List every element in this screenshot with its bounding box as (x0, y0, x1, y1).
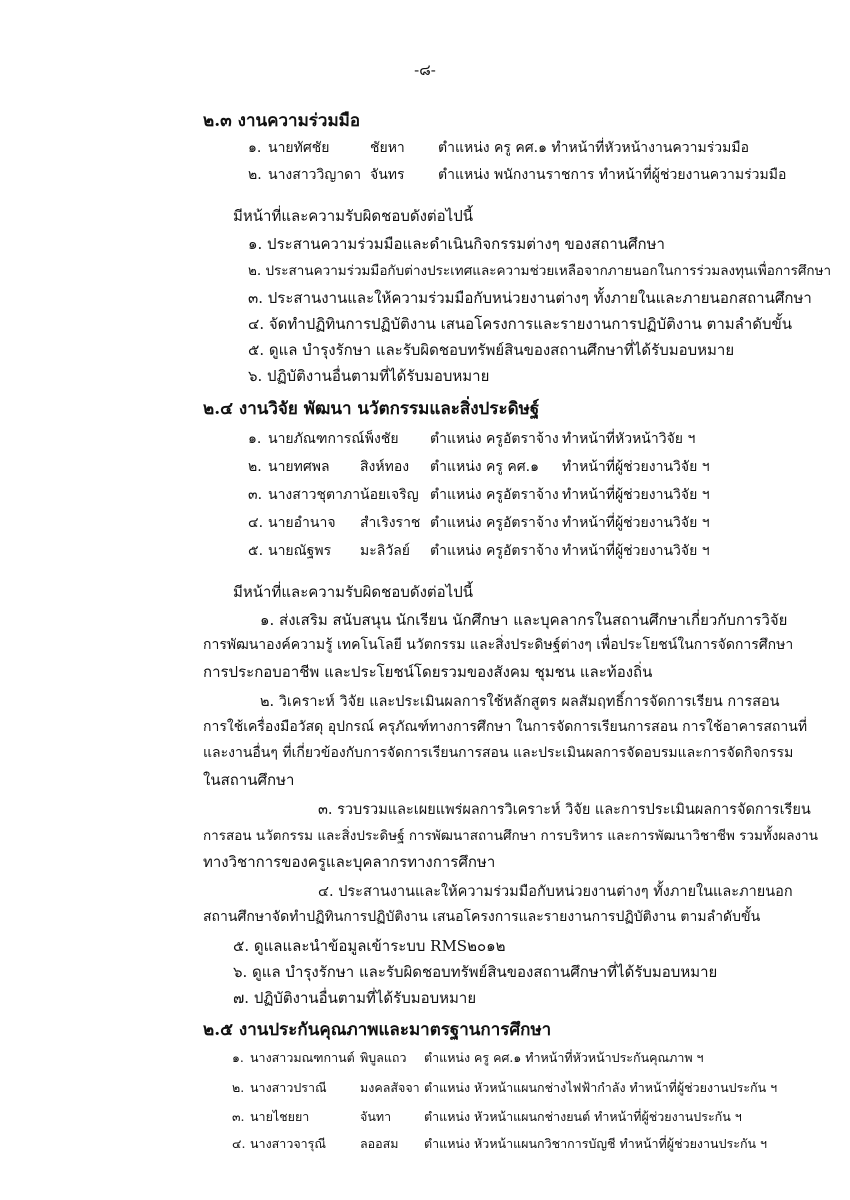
member-first-name: นางสาวจารุณี (250, 1136, 326, 1151)
member-first-name: นางสาวชุตาภา (268, 487, 361, 503)
member-duty: ทำหน้าที่ผู้ช่วยงานวิจัย ฯ (562, 543, 710, 559)
duties-intro: มีหน้าที่และความรับผิดชอบดังต่อไปนี้ (233, 583, 473, 601)
member-row (248, 512, 828, 532)
member-no: ๑. (248, 431, 262, 447)
member-row (248, 428, 828, 448)
member-row (248, 540, 828, 560)
duty-item: ๗. ปฏิบัติงานอื่นตามที่ได้รับมอบหมาย (233, 989, 477, 1007)
member-role: ตำแหน่ง ครู คศ.๑ ทำหน้าที่หัวหน้างานความร่วมมือ (438, 140, 749, 156)
duty-paragraph-line: ๓. รวบรวมและเผยแพร่ผลการวิเคราะห์ วิจัย และการประเมินผลการจัดการเรียน (318, 802, 811, 818)
duty-paragraph-line: ในสถานศึกษา (203, 771, 295, 789)
member-first-name: นางสาวปราณี (250, 1080, 327, 1095)
member-role: ตำแหน่ง หัวหน้าแผนกช่างยนต์ ทำหน้าที่ผู้ช่วยงานประกัน ฯ (424, 1109, 742, 1124)
duty-paragraph-line: การสอน นวัตกรรม และสิ่งประดิษฐ์ การพัฒนาสถานศึกษา การบริหาร และการพัฒนาวิชาชีพ รวมทั้งผลงาน (203, 828, 818, 844)
member-row (248, 484, 828, 504)
member-last-name: สิงห์ทอง (360, 459, 410, 475)
member-last-name: ชัยหา (370, 140, 405, 156)
member-no: ๓. (248, 487, 263, 503)
section-heading-2-5: ๒.๕ งานประกันคุณภาพและมาตรฐานการศึกษา (203, 1020, 552, 1040)
member-duty: ทำหน้าที่ผู้ช่วยงานวิจัย ฯ (562, 487, 710, 503)
duty-paragraph-line: การพัฒนาองค์ความรู้ เทคโนโลยี นวัตกรรม และสิ่งประดิษฐ์ต่างๆ เพื่อประโยชน์ในการจัดการศึกษา (203, 637, 794, 653)
member-role: ตำแหน่ง ครูอัตราจ้าง (430, 515, 559, 531)
member-role: ตำแหน่ง ครูอัตราจ้าง (430, 543, 559, 559)
member-last-name: จันทา (360, 1109, 392, 1124)
member-last-name: เพ็งชัย (360, 431, 399, 447)
duty-item: ๔. จัดทำปฏิทินการปฏิบัติงาน เสนอโครงการและรายงานการปฏิบัติงาน ตามลำดับขั้น (248, 315, 793, 333)
section-heading-2-4: ๒.๔ งานวิจัย พัฒนา นวัตกรรมและสิ่งประดิษฐ์ (203, 399, 540, 419)
duty-item: ๑. ประสานความร่วมมือและดำเนินกิจกรรมต่างๆ ของสถานศึกษา (248, 235, 665, 253)
member-no: ๔. (248, 515, 264, 531)
member-no: ๒. (248, 459, 262, 475)
member-role: ตำแหน่ง ครู คศ.๑ ทำหน้าที่หัวหน้าประกันคุณภาพ ฯ (424, 1050, 704, 1065)
member-last-name: น้อยเจริญ (360, 487, 419, 503)
member-row (232, 1107, 812, 1125)
member-row (248, 456, 828, 476)
duty-paragraph-line: ๔. ประสานงานและให้ความร่วมมือกับหน่วยงานต่างๆ ทั้งภายในและภายนอก (318, 884, 793, 900)
member-no: ๓. (232, 1109, 245, 1124)
duty-paragraph-line: ๑. ส่งเสริม สนับสนุน นักเรียน นักศึกษา และบุคลากรในสถานศึกษาเกี่ยวกับการวิจัย (260, 611, 788, 629)
member-role: ตำแหน่ง หัวหน้าแผนกช่างไฟฟ้ากำลัง ทำหน้าที่ผู้ช่วยงานประกัน ฯ (424, 1080, 778, 1095)
member-duty: ทำหน้าที่ผู้ช่วยงานวิจัย ฯ (562, 515, 710, 531)
member-role: ตำแหน่ง ครูอัตราจ้าง (430, 487, 559, 503)
member-last-name: พิบูลแถว (360, 1050, 407, 1065)
member-last-name: ลออสม (360, 1136, 399, 1151)
member-last-name: สำเริงราช (360, 515, 421, 531)
member-no: ๑. (248, 140, 262, 156)
duty-paragraph-line: การประกอบอาชีพ และประโยชน์โดยรวมของสังคม ชุมชน และท้องถิ่น (203, 663, 653, 681)
member-last-name: มงคลสัจจา (360, 1080, 420, 1095)
member-role: ตำแหน่ง พนักงานราชการ ทำหน้าที่ผู้ช่วยงานความร่วมมือ (438, 167, 787, 183)
member-role: ตำแหน่ง ครู คศ.๑ (430, 459, 539, 475)
duty-item: ๖. ปฏิบัติงานอื่นตามที่ได้รับมอบหมาย (248, 367, 490, 385)
duty-item: ๒. ประสานความร่วมมือกับต่างประเทศและความช่วยเหลือจากภายนอกในการร่วมลงทุนเพื่อการศึกษา (248, 263, 832, 279)
member-no: ๒. (248, 167, 262, 183)
member-row (232, 1078, 812, 1096)
member-role: ตำแหน่ง ครูอัตราจ้าง (430, 431, 559, 447)
member-last-name: จันทร (370, 167, 405, 183)
member-no: ๔. (232, 1136, 246, 1151)
duty-item: ๕. ดูแล บำรุงรักษา และรับผิดชอบทรัพย์สินของสถานศึกษาที่ได้รับมอบหมาย (248, 341, 735, 359)
member-no: ๑. (232, 1050, 244, 1065)
member-first-name: นางสาวมณฑกานต์ (250, 1050, 355, 1065)
duty-paragraph-line: และงานอื่นๆ ที่เกี่ยวข้องกับการจัดการเรียนการสอน และประเมินผลการจัดอบรมและการจัดกิจกรรม (203, 745, 794, 761)
duties-intro: มีหน้าที่และความรับผิดชอบดังต่อไปนี้ (233, 207, 473, 225)
member-row (232, 1134, 812, 1152)
page-number: -๘- (414, 61, 436, 79)
duty-paragraph-line: สถานศึกษาจัดทำปฏิทินการปฏิบัติงาน เสนอโครงการและรายงานการปฏิบัติงาน ตามลำดับขั้น (203, 909, 761, 925)
section-heading-2-3: ๒.๓ งานความร่วมมือ (203, 111, 361, 131)
member-row (248, 137, 808, 157)
member-first-name: นายณัฐพร (268, 543, 332, 559)
member-first-name: นายอำนาจ (268, 515, 336, 531)
member-first-name: นางสาววิญาดา (268, 167, 362, 183)
member-no: ๒. (232, 1080, 245, 1095)
member-row (248, 164, 808, 184)
member-first-name: นายทัศชัย (268, 140, 330, 156)
member-no: ๕. (248, 543, 264, 559)
member-duty: ทำหน้าที่ผู้ช่วยงานวิจัย ฯ (562, 459, 710, 475)
member-first-name: นายภัณฑการณ์ (268, 431, 365, 447)
member-duty: ทำหน้าที่หัวหน้าวิจัย ฯ (562, 431, 696, 447)
member-row (232, 1048, 812, 1066)
duty-item: ๓. ประสานงานและให้ความร่วมมือกับหน่วยงานต่างๆ ทั้งภายในและภายนอกสถานศึกษา (248, 289, 812, 307)
duty-paragraph-line: ทางวิชาการของครูและบุคลากรทางการศึกษา (203, 853, 496, 871)
duty-item: ๕. ดูแลและนำข้อมูลเข้าระบบ RMS๒๐๑๒ (233, 937, 506, 955)
member-role: ตำแหน่ง หัวหน้าแผนกวิชาการบัญชี ทำหน้าที่ผู้ช่วยงานประกัน ฯ (424, 1136, 768, 1151)
member-first-name: นายไชยยา (250, 1109, 310, 1124)
duty-paragraph-line: ๒. วิเคราะห์ วิจัย และประเมินผลการใช้หลักสูตร ผลสัมฤทธิ์การจัดการเรียน การสอน (260, 694, 780, 710)
duty-item: ๖. ดูแล บำรุงรักษา และรับผิดชอบทรัพย์สินของสถานศึกษาที่ได้รับมอบหมาย (233, 963, 718, 981)
member-first-name: นายทศพล (268, 459, 330, 475)
member-last-name: มะลิวัลย์ (360, 543, 410, 559)
duty-paragraph-line: การใช้เครื่องมือวัสดุ อุปกรณ์ ครุภัณฑ์ทางการศึกษา ในการจัดการเรียนการสอน การใช้อาคารสถานที่ (203, 719, 808, 735)
